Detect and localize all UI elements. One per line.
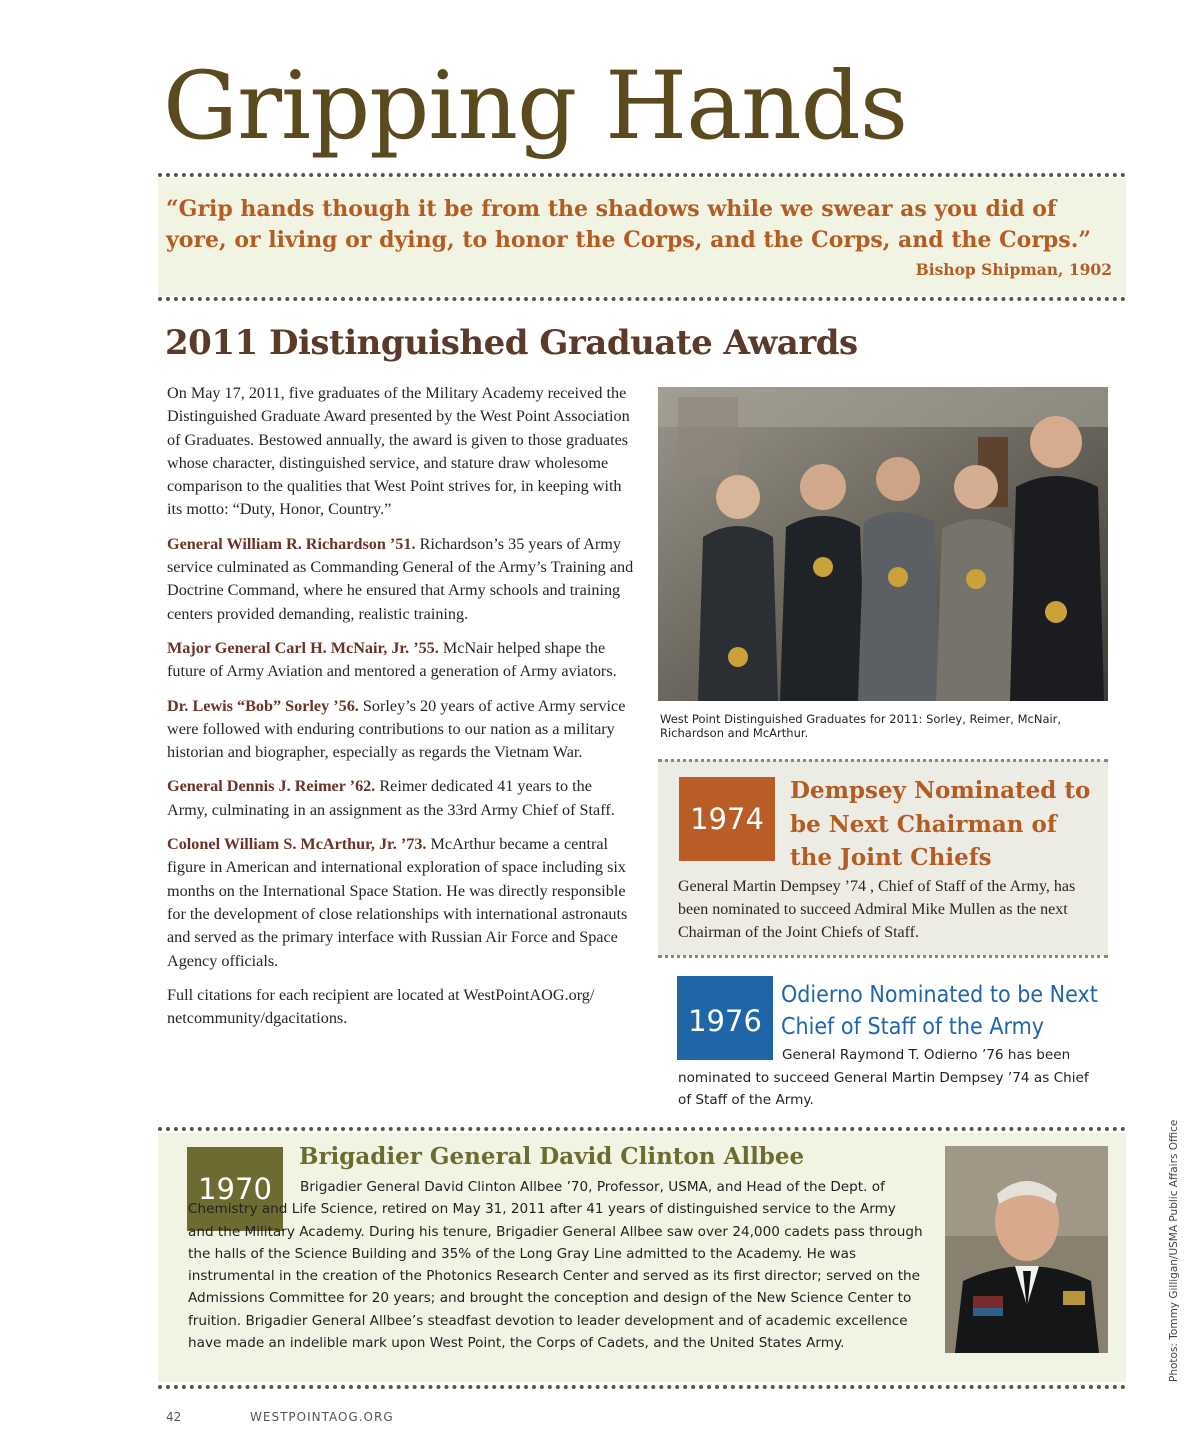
recipient-text: Richardson’s 35 years of Army service culminated as Commanding General of the Army’s Training and Doctrine Command, where he ensured that Army schools and training centers provided demanding, realistic training.: [167, 534, 634, 623]
page-title: Gripping Hands: [163, 52, 908, 161]
quote-text: “Grip hands though it be from the shadows while we swear as you did of yore, or living or dying, to honor the Corps, and the Corps, and the Corps.”: [166, 196, 1092, 253]
quote-attribution: Bishop Shipman, 1902: [915, 260, 1112, 279]
odierno-headline-line: Odierno Nominated to be Next: [781, 982, 1098, 1008]
dempsey-headline: Dempsey Nominated to be Next Chairman of the Joint Chiefs: [790, 777, 1091, 871]
recipient-name: General William R. Richardson ’51.: [167, 534, 416, 553]
recipient-text: Sorley’s 20 years of active Army service were followed with enduring contributions to our nation as a military historian and biographer, especially as regards the Vietnam War.: [167, 696, 626, 762]
divider: [158, 1127, 1126, 1131]
page-number: 42: [166, 1410, 182, 1424]
recipient-text: McArthur became a central figure in American and international exploration of space including six months on the International Space Station. He was directly responsible for the development of close relationships with international astronauts and served as the primary interface with Russian Air Force and Space Agency officials.: [167, 835, 628, 970]
quote-box: [158, 178, 1126, 296]
divider: [658, 955, 1108, 958]
section-title: 2011 Distinguished Graduate Awards: [165, 323, 858, 363]
year-badge: 1970: [187, 1147, 283, 1231]
divider: [658, 759, 1108, 762]
allbee-headline: Brigadier General David Clinton Allbee: [299, 1143, 805, 1170]
recipient-paragraph: [167, 775, 635, 822]
divider: [158, 297, 1126, 301]
recipient-name: Major General Carl H. McNair, Jr. ’55.: [167, 638, 439, 657]
awards-article: [167, 382, 635, 1041]
footer-site: WESTPOINTAOG.ORG: [250, 1410, 394, 1424]
recipient-paragraph: [167, 833, 635, 973]
recipient-name: Colonel William S. McArthur, Jr. ’73.: [167, 835, 427, 854]
recipient-paragraph: [167, 533, 635, 626]
recipient-name: General Dennis J. Reimer ’62.: [167, 777, 376, 796]
allbee-body: Brigadier General David Clinton Allbee ’70, Professor, USMA, and Head of the Dept. of Chemistry and Life Science, retired on May 31, 2011 after 41 years of distinguished service to the Army and the Military Academy. During his tenure, Brigadier General Allbee saw over 24,000 cadets pass through the halls of the Science Building and 35% of the Long Gray Line admitted to the Academy. He was instrumental in the creation of the Photonics Research Center and served as its first director; served on the Admissions Committee for 20 years; and brought the conception and design of the New Science Center to fruition. Brigadier General Allbee’s steadfast devotion to leader development and of academic excellence have made an indelible mark upon West Point, the Corps of Cadets, and the United States Army.: [188, 1179, 923, 1352]
intro-paragraph: On May 17, 2011, five graduates of the Military Academy received the Distinguished Graduate Award presented by the West Point Association of Graduates. Bestowed annually, the award is given to those graduates whose character, distinguished service, and stature draw wholesome comparison to the qualities that West Point strives for, in keeping with its motto: “Duty, Honor, Country.”: [167, 384, 630, 519]
odierno-headline-line: Chief of Staff of the Army: [781, 1014, 1045, 1040]
odierno-body: General Raymond T. Odierno ’76 has been nominated to succeed General Martin Dempsey ’74 as Chief of Staff of the Army.: [678, 1047, 1089, 1108]
recipient-text: Reimer dedicated 41 years to the Army, culminating in an assignment as the 33rd Army Chief of Staff.: [167, 777, 615, 819]
divider: [158, 1385, 1126, 1389]
year-badge: 1974: [679, 777, 775, 861]
recipient-name: Dr. Lewis “Bob” Sorley ’56.: [167, 696, 359, 715]
graduates-photo: [658, 387, 1108, 701]
allbee-news-box: [158, 1133, 1126, 1382]
photo-credit: Photos: Tommy Gilligan/USMA Public Affairs Office: [1168, 1119, 1180, 1382]
odierno-headline: [781, 979, 1098, 1043]
dempsey-body: General Martin Dempsey ’74 , Chief of Staff of the Army, has been nominated to succeed Admiral Mike Mullen as the next Chairman of the Joint Chiefs of Staff.: [678, 878, 1076, 941]
recipient-paragraph: [167, 695, 635, 765]
year-badge: 1976: [677, 976, 773, 1060]
citations-paragraph: Full citations for each recipient are located at WestPointAOG.org/ netcommunity/dgacitations.: [167, 985, 595, 1028]
dempsey-news-box: [658, 760, 1108, 956]
recipient-paragraph: [167, 637, 635, 684]
divider: [158, 173, 1126, 177]
photo-caption: West Point Distinguished Graduates for 2011: Sorley, Reimer, McNair, Richardson and McArthur.: [660, 712, 1062, 740]
allbee-portrait: [945, 1146, 1108, 1353]
recipient-text: McNair helped shape the future of Army Aviation and mentored a generation of Army aviators.: [167, 638, 617, 681]
